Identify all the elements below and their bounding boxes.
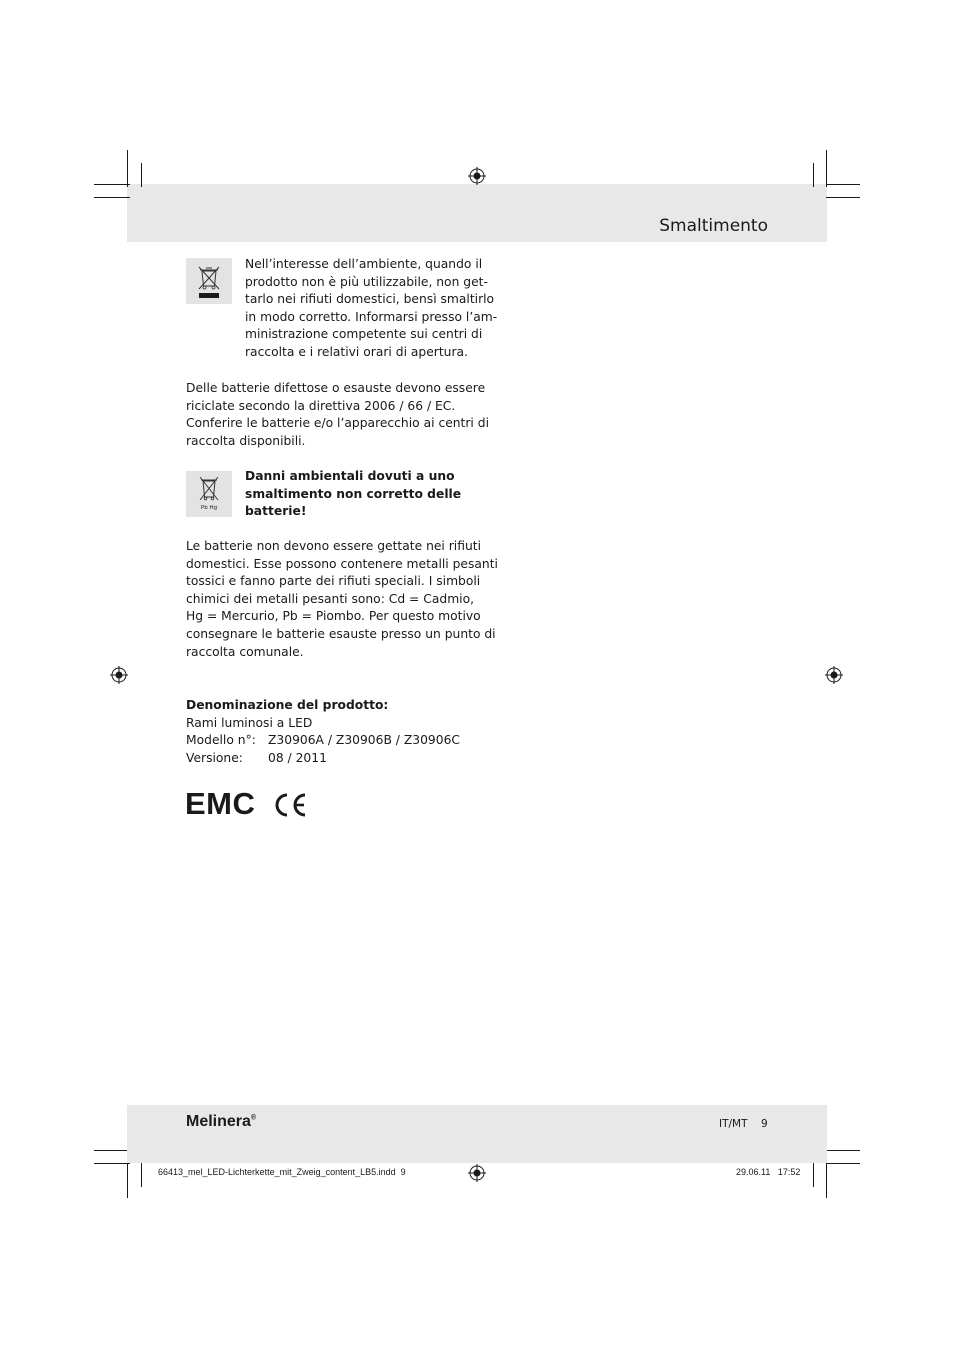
version-value: 08 / 2011 <box>268 750 327 765</box>
registration-mark-icon <box>825 666 843 684</box>
version-label: Versione: <box>186 750 243 765</box>
version-row <box>186 750 460 768</box>
text-line: raccolta e i relativi orari di apertura. <box>245 344 468 359</box>
product-name: Rami luminosi a LED <box>186 715 313 730</box>
registration-mark-icon <box>110 666 128 684</box>
disposal-paragraph <box>245 256 497 362</box>
slug-page: 9 <box>400 1167 406 1177</box>
text-line: consegnare le batterie esauste presso un punto di <box>186 626 496 641</box>
emc-mark: EMC <box>185 786 256 821</box>
slug-time: 17:52 <box>777 1167 801 1177</box>
brand-registered-mark: ® <box>250 1114 257 1122</box>
text-line: batterie! <box>245 504 307 519</box>
page-title: Smaltimento <box>659 216 768 236</box>
footer-page-number: 9 <box>761 1118 768 1130</box>
text-line: ministrazione competente sui centri di <box>245 327 483 342</box>
text-line: smaltimento non corretto delle <box>245 486 462 501</box>
model-label: Modello n°: <box>186 733 256 748</box>
battery-info-paragraph <box>186 538 498 661</box>
text-line: domestici. Esse possono contenere metalli pesanti <box>186 556 498 571</box>
ce-mark-icon <box>271 792 309 818</box>
text-line: in modo corretto. Informarsi presso l’am- <box>245 309 498 324</box>
registration-mark-icon <box>468 167 486 185</box>
slug-date: 29.06.11 <box>736 1167 771 1177</box>
slug-line <box>158 1167 406 1177</box>
model-row <box>186 732 460 750</box>
slug-datetime <box>736 1167 800 1177</box>
text-line: Conferire le batterie e/o l’apparecchio ai centri di <box>186 416 489 431</box>
battery-bin-icon <box>186 471 232 517</box>
text-line: Le batterie non devono essere gettate nei rifiuti <box>186 539 482 553</box>
model-value: Z30906A / Z30906B / Z30906C <box>268 733 460 748</box>
weee-bin-icon <box>186 258 232 304</box>
text-line: raccolta disponibili. <box>186 433 306 448</box>
product-heading: Denominazione del prodotto: <box>186 698 389 712</box>
batteries-paragraph <box>186 380 489 450</box>
product-designation <box>186 697 460 767</box>
text-line: tossici e fanno parte dei rifiuti speciali. I simboli <box>186 574 481 589</box>
text-line: raccolta comunale. <box>186 644 304 659</box>
text-line: riciclate secondo la direttiva 2006 / 66 / EC. <box>186 398 456 413</box>
registration-mark-icon <box>468 1164 486 1182</box>
slug-filename: 66413_mel_LED-Lichterkette_mit_Zweig_content_LB5.indd <box>158 1167 396 1177</box>
text-line: tarlo nei rifiuti domestici, bensì smaltirlo <box>245 292 495 307</box>
text-line: chimici dei metalli pesanti sono: Cd = Cadmio, <box>186 591 475 606</box>
text-line: Hg = Mercurio, Pb = Piombo. Per questo motivo <box>186 609 481 624</box>
text-line: Danni ambientali dovuti a uno <box>245 469 455 483</box>
brand-logo <box>186 1113 256 1131</box>
text-line: Delle batterie difettose o esauste devono essere <box>186 381 486 395</box>
footer-lang: IT/MT <box>719 1118 748 1130</box>
battery-bin-caption: Pb Hg <box>200 505 218 511</box>
text-line: prodotto non è più utilizzabile, non get- <box>245 274 488 289</box>
battery-warning <box>245 468 461 521</box>
brand-name: Melinera <box>186 1113 251 1130</box>
text-line: Nell’interesse dell’ambiente, quando il <box>245 257 483 271</box>
